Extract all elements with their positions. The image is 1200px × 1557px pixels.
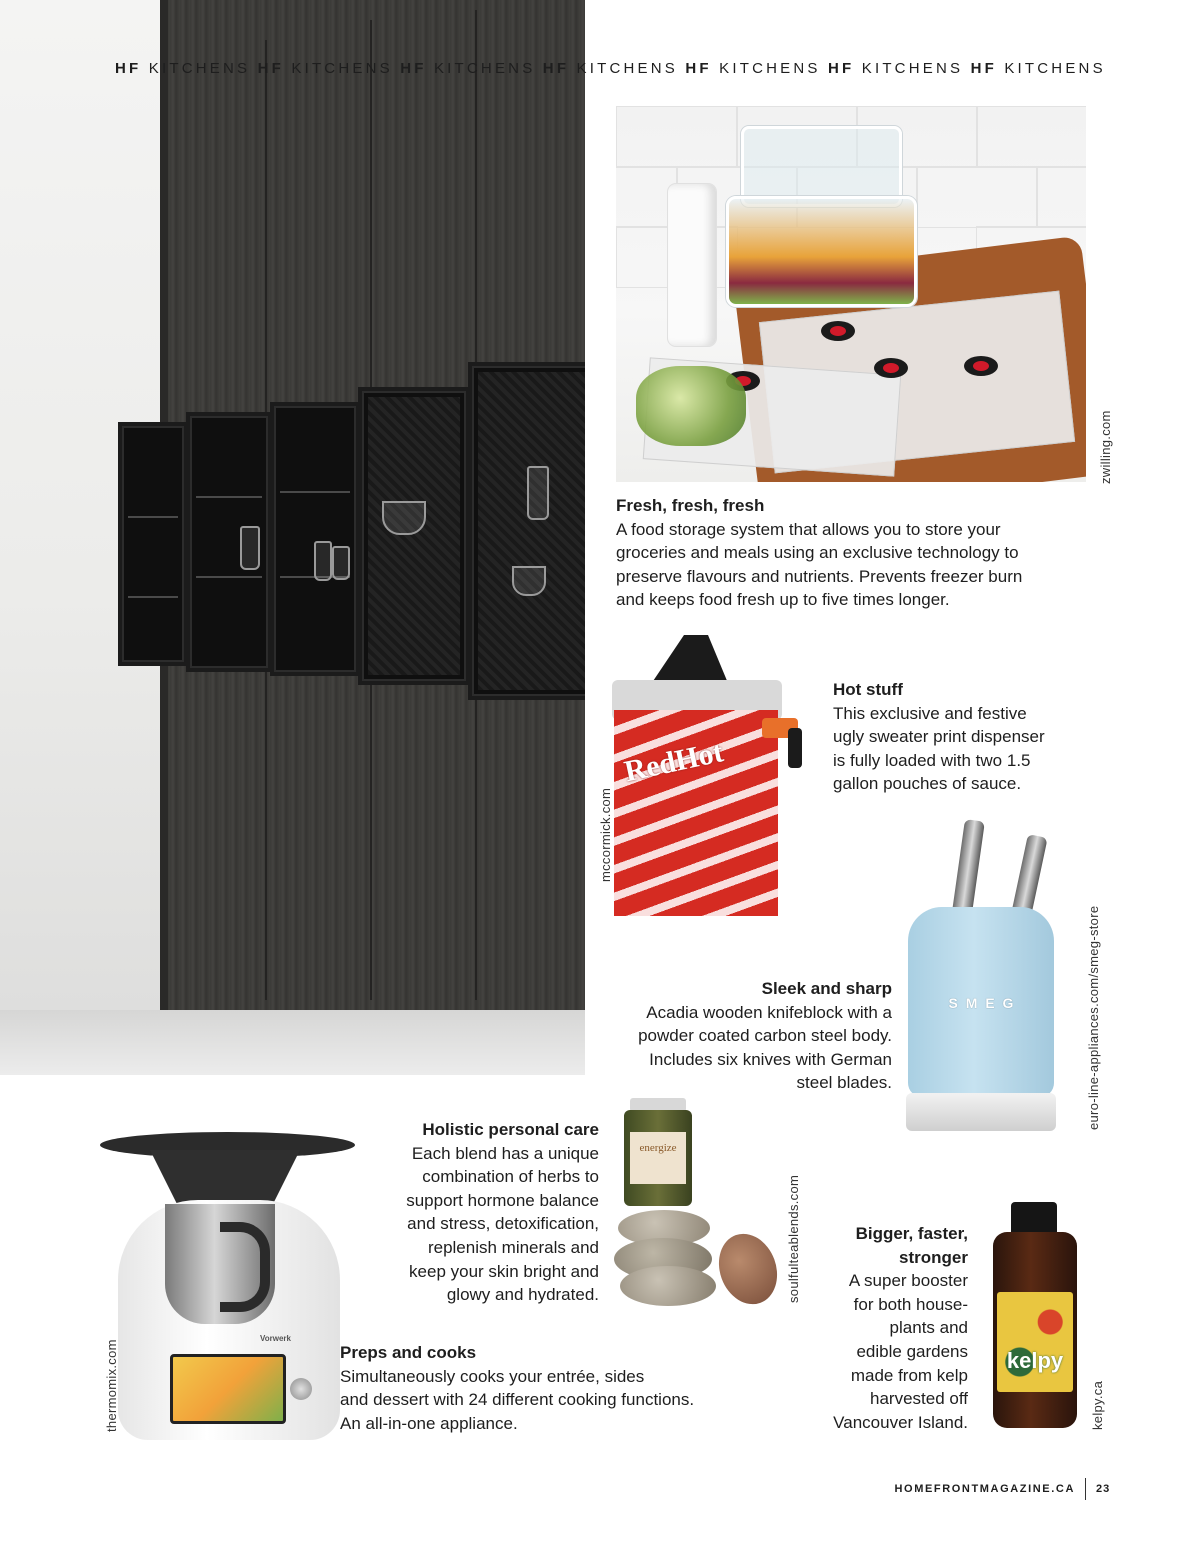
product-bigger-line: harvested off [870,1389,968,1409]
product-holistic-title: Holistic personal care [422,1120,599,1139]
product-hot-line: This exclusive and festive [833,703,1027,723]
product-fresh-line: A food storage system that allows you to store your [616,519,1001,539]
product-fresh [616,494,1086,612]
thermomix-image [90,1122,360,1442]
product-bigger-title: stronger [899,1247,968,1267]
thermomix-brand-label: Vorwerk [260,1334,291,1343]
product-sleek-line: powder coated carbon steel body. [638,1026,892,1046]
product-fresh-line: groceries and meals using an exclusive technology to [616,543,1019,563]
product-sleek-title: Sleek and sharp [761,979,892,998]
product-holistic-line: replenish minerals and [427,1237,599,1257]
page-number: 23 [1096,1483,1111,1495]
credit-smeg: euro-line-appliances.com/smeg-store [1086,905,1101,1130]
food-storage-image [616,106,1086,482]
product-bigger-line: A super booster [848,1271,968,1291]
hot-sauce-dispenser-image [612,630,802,920]
product-bigger-line: for both house- [853,1294,968,1314]
header-section: KITCHENS [711,60,828,77]
product-holistic-line: support hormone balance [406,1190,599,1210]
product-holistic-line: keep your skin bright and [409,1261,599,1281]
product-holistic-line: Each blend has a unique [411,1143,599,1163]
product-fresh-title: Fresh, fresh, fresh [616,496,765,515]
product-preps-line: An all-in-one appliance. [340,1413,518,1433]
product-bigger-line: edible gardens [856,1341,968,1361]
header-brand: HF [257,60,284,77]
product-bigger-line: made from kelp [850,1365,968,1385]
product-sleek [590,977,892,1095]
credit-kelpy: kelpy.ca [1090,1380,1105,1430]
header-brand: HF [685,60,712,77]
product-hot-line: is fully loaded with two 1.5 [833,750,1031,770]
product-bigger [790,1222,968,1434]
footer-divider [1085,1478,1086,1500]
product-hot [833,678,1093,796]
header-brand: HF [827,60,855,77]
product-holistic-line: combination of herbs to [422,1167,599,1187]
header-brand: HF [400,60,427,77]
running-header [115,60,1115,77]
smeg-logo: S M E G [948,995,1016,1011]
product-bigger-line: Vancouver Island. [833,1412,968,1432]
product-hot-line: ugly sweater print dispenser [833,727,1045,747]
product-preps-title: Preps and cooks [340,1343,477,1362]
product-holistic-line: glowy and hydrated. [446,1285,599,1305]
credit-zwilling: zwilling.com [1098,410,1113,484]
product-preps-line: and dessert with 24 different cooking functions. [340,1390,695,1410]
header-section: KITCHENS [426,60,543,77]
product-preps [340,1341,760,1435]
header-section: KITCHENS [141,60,258,77]
product-sleek-line: Acadia wooden knifeblock with a [646,1002,892,1022]
glass-cabinets [118,362,585,692]
header-section: KITCHENS [854,60,971,77]
credit-mccormick: mccormick.com [598,787,613,882]
kelpy-logo: kelpy [1006,1348,1064,1373]
footer-site-link[interactable]: HOMEFRONTMAGAZINE.CA [894,1483,1075,1495]
product-sleek-line: Includes six knives with German [649,1049,892,1069]
product-holistic-line: and stress, detoxification, [407,1214,599,1234]
header-brand: HF [115,60,142,77]
hero-kitchen-image [0,0,585,1075]
credit-thermomix: thermomix.com [104,1339,119,1432]
header-brand: HF [970,60,997,77]
product-sleek-line: steel blades. [796,1073,892,1093]
sauce-brand-label: RedHot [621,735,727,789]
header-brand: HF [542,60,570,77]
product-holistic [340,1118,599,1307]
product-preps-line: Simultaneously cooks your entrée, sides [340,1366,645,1386]
floor [0,1010,585,1075]
header-section: KITCHENS [284,60,401,77]
credit-soulful: soulfulteablends.com [786,1174,801,1303]
product-bigger-title: Bigger, faster, [855,1224,968,1243]
knife-block-image [900,815,1060,1135]
kelpy-bottle-image [985,1202,1085,1432]
tea-blend-image [612,1098,782,1312]
header-section: KITCHENS [996,60,1106,77]
product-hot-line: gallon pouches of sauce. [833,774,1022,794]
header-section: KITCHENS [569,60,686,77]
product-fresh-line: and keeps food fresh up to five times longer. [616,590,950,610]
tea-label: energize [639,1142,677,1154]
product-bigger-line: plants and [889,1318,968,1338]
product-hot-title: Hot stuff [833,680,903,699]
product-fresh-line: preserve flavours and nutrients. Prevents freezer burn [616,566,1023,586]
